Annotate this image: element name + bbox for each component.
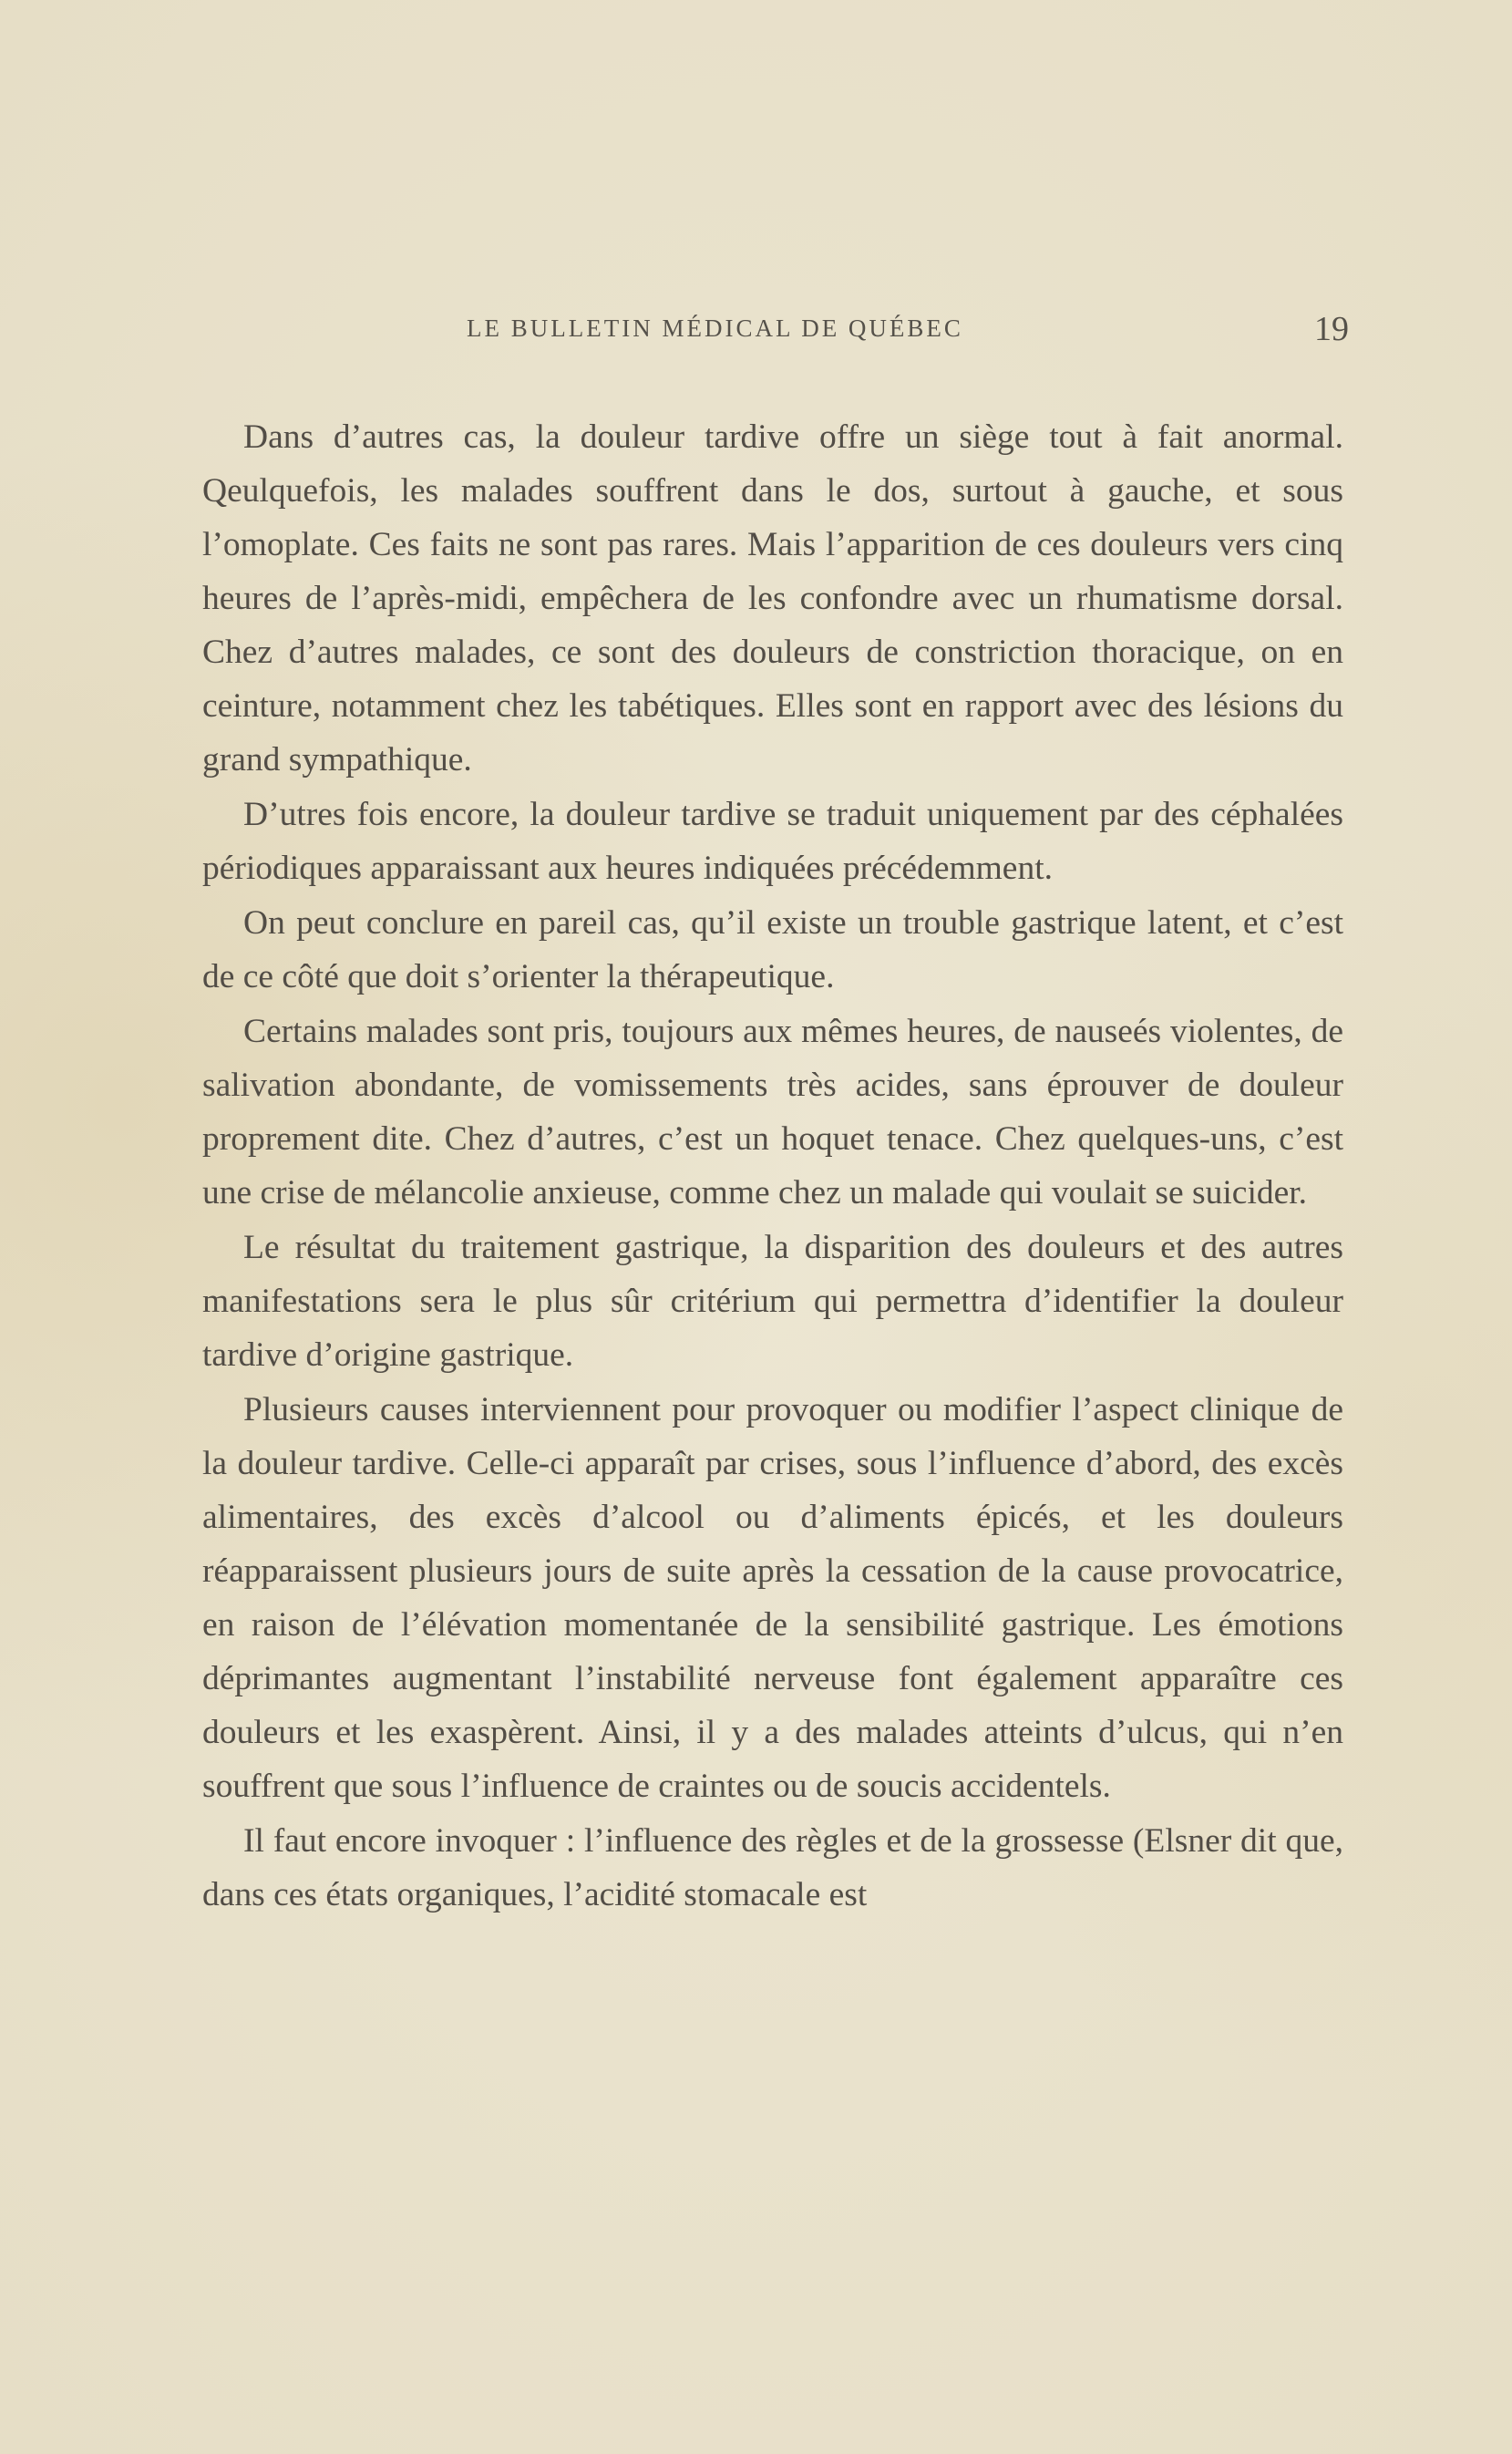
paragraph: On peut conclure en pareil cas, qu’il existe un trouble gastrique latent, et c’est de ce côté que doit s’orienter la thérapeutique. [202, 904, 1343, 995]
paragraph: Il faut encore invoquer : l’influence des règles et de la grossesse (Elsner dit que, dans ces états organiques, l’acidité stomacale est [202, 1822, 1343, 1913]
paragraph: Certains malades sont pris, toujours aux mêmes heures, de nauseés violentes, de salivation abondante, de vomissements très acides, sans éprouver de douleur proprement dite. Chez d’autres, c’est un hoquet tenace. Chez quelques-uns, c’est une crise de mélancolie anxieuse, comme chez un malade qui voulait se suicider. [202, 1013, 1343, 1212]
paragraph: Le résultat du traitement gastrique, la disparition des douleurs et des autres manifestations sera le plus sûr critérium qui permettra d’identifier la douleur tardive d’origine gastrique. [202, 1229, 1343, 1374]
running-title: LE BULLETIN MÉDICAL DE QUÉBEC [467, 314, 963, 342]
body-text [202, 410, 1343, 1922]
page-number: 19 [1314, 310, 1349, 348]
paragraph: Plusieurs causes interviennent pour provoquer ou modifier l’aspect clinique de la douleur tardive. Celle-ci apparaît par crises, sous l’influence d’abord, des excès alimentaires, des excès d’alcool ou d’aliments épicés, et les douleurs réapparaissent plusieurs jours de suite après la cessation de la cause provocatrice, en raison de l’élévation momentanée de la sensibilité gastrique. Les émotions déprimantes augmentant l’instabilité nerveuse font également apparaître ces douleurs et les exaspèrent. Ainsi, il y a des malades atteints d’ulcus, qui n’en souffrent que sous l’influence de craintes ou de soucis accidentels. [202, 1391, 1343, 1805]
running-head [202, 310, 1349, 355]
paragraph: Dans d’autres cas, la douleur tardive offre un siège tout à fait anormal. Qeulquefois, les malades souffrent dans le dos, surtout à gauche, et sous l’omoplate. Ces faits ne sont pas rares. Mais l’apparition de ces douleurs vers cinq heures de l’après-midi, empêchera de les confondre avec un rhumatisme dorsal. Chez d’autres malades, ce sont des douleurs de constriction thoracique, on en ceinture, notamment chez les tabétiques. Elles sont en rapport avec des lésions du grand sympathique. [202, 418, 1343, 778]
paragraph: D’utres fois encore, la douleur tardive se traduit uniquement par des céphalées périodiques apparaissant aux heures indiquées précédemment. [202, 796, 1343, 887]
